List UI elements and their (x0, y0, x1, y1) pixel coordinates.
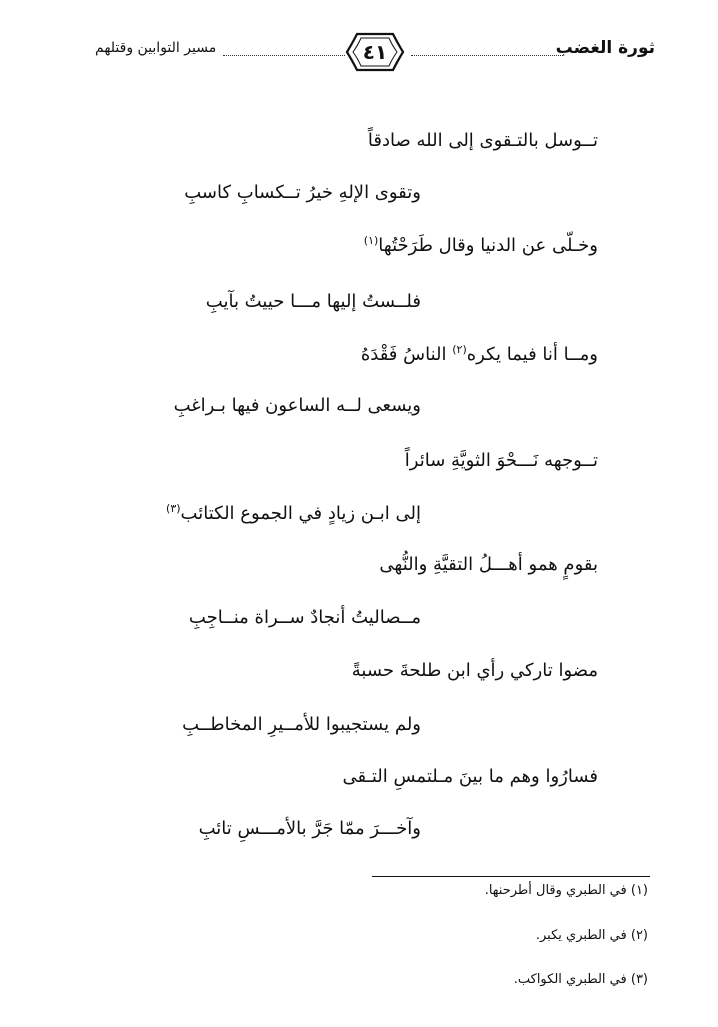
footnote: (١) في الطبري وقال أطرحنها. (484, 883, 648, 898)
footnote-ref: (١) (363, 234, 379, 247)
footnote-separator (372, 876, 650, 877)
verse-line: فسارُوا وهم ما بينَ مـلتمسِ التـقى (342, 766, 598, 787)
verse-line: تــوسل بالتـقوى إلى الله صادقاً (367, 130, 598, 151)
verse-line: مــصاليتُ أنجادٌ ســراة منــاجِبِ (188, 607, 421, 628)
verse-line (166, 502, 421, 524)
verse-line: وتقوى الإلهِ خيرُ تــكسابِ كاسبِ (184, 182, 421, 203)
page-header (95, 28, 655, 78)
verse-line: بقومٍ همو أهـــلُ التقيَّةِ والنُّهى (379, 554, 598, 575)
verse-line: تــوجهه نَـــحْوَ الثويَّةِ سائراً (404, 450, 598, 471)
verse-line: ولم يستجيبوا للأمــيرِ المخاطــبِ (182, 714, 421, 735)
page-number: ٤١ (362, 40, 388, 64)
footnote: (٣) في الطبري الكواكب. (513, 972, 648, 987)
footnote-ref: (٢) (452, 343, 467, 356)
verse-line: مضوا تاركي رأي ابن طلحةَ حسبةً (351, 660, 598, 681)
verse-text: ومــا أنا فيما يكره (466, 344, 598, 365)
verse-line: ويسعى لــه الساعون فيها بـراغبِ (173, 395, 421, 416)
verse-text: إلى ابـن زيادٍ في الجموع الكتائب (180, 503, 421, 524)
verse-line: فلــستُ إليها مـــا حييتُ بآيبِ (205, 291, 421, 312)
chapter-title: مسير التوابين وقتلهم (95, 40, 217, 56)
verse-line (364, 234, 598, 256)
footnote-ref: (٣) (166, 502, 181, 515)
verse-text: وخـلّى عن الدنيا وقال طَرَحْتُها (378, 235, 598, 256)
verse-line: وآخـــرَ ممّا جَرَّ بالأمـــسِ تائبِ (198, 818, 421, 839)
header-dotted-leader (223, 55, 345, 56)
page-number-badge (345, 28, 405, 76)
verse-line (361, 343, 598, 365)
book-title: ثورة الغضب (555, 38, 655, 58)
header-dotted-leader (411, 55, 563, 56)
footnote: (٢) في الطبري يكبر. (535, 928, 648, 943)
verse-text: الناسُ فَقْدَهُ (360, 344, 453, 365)
